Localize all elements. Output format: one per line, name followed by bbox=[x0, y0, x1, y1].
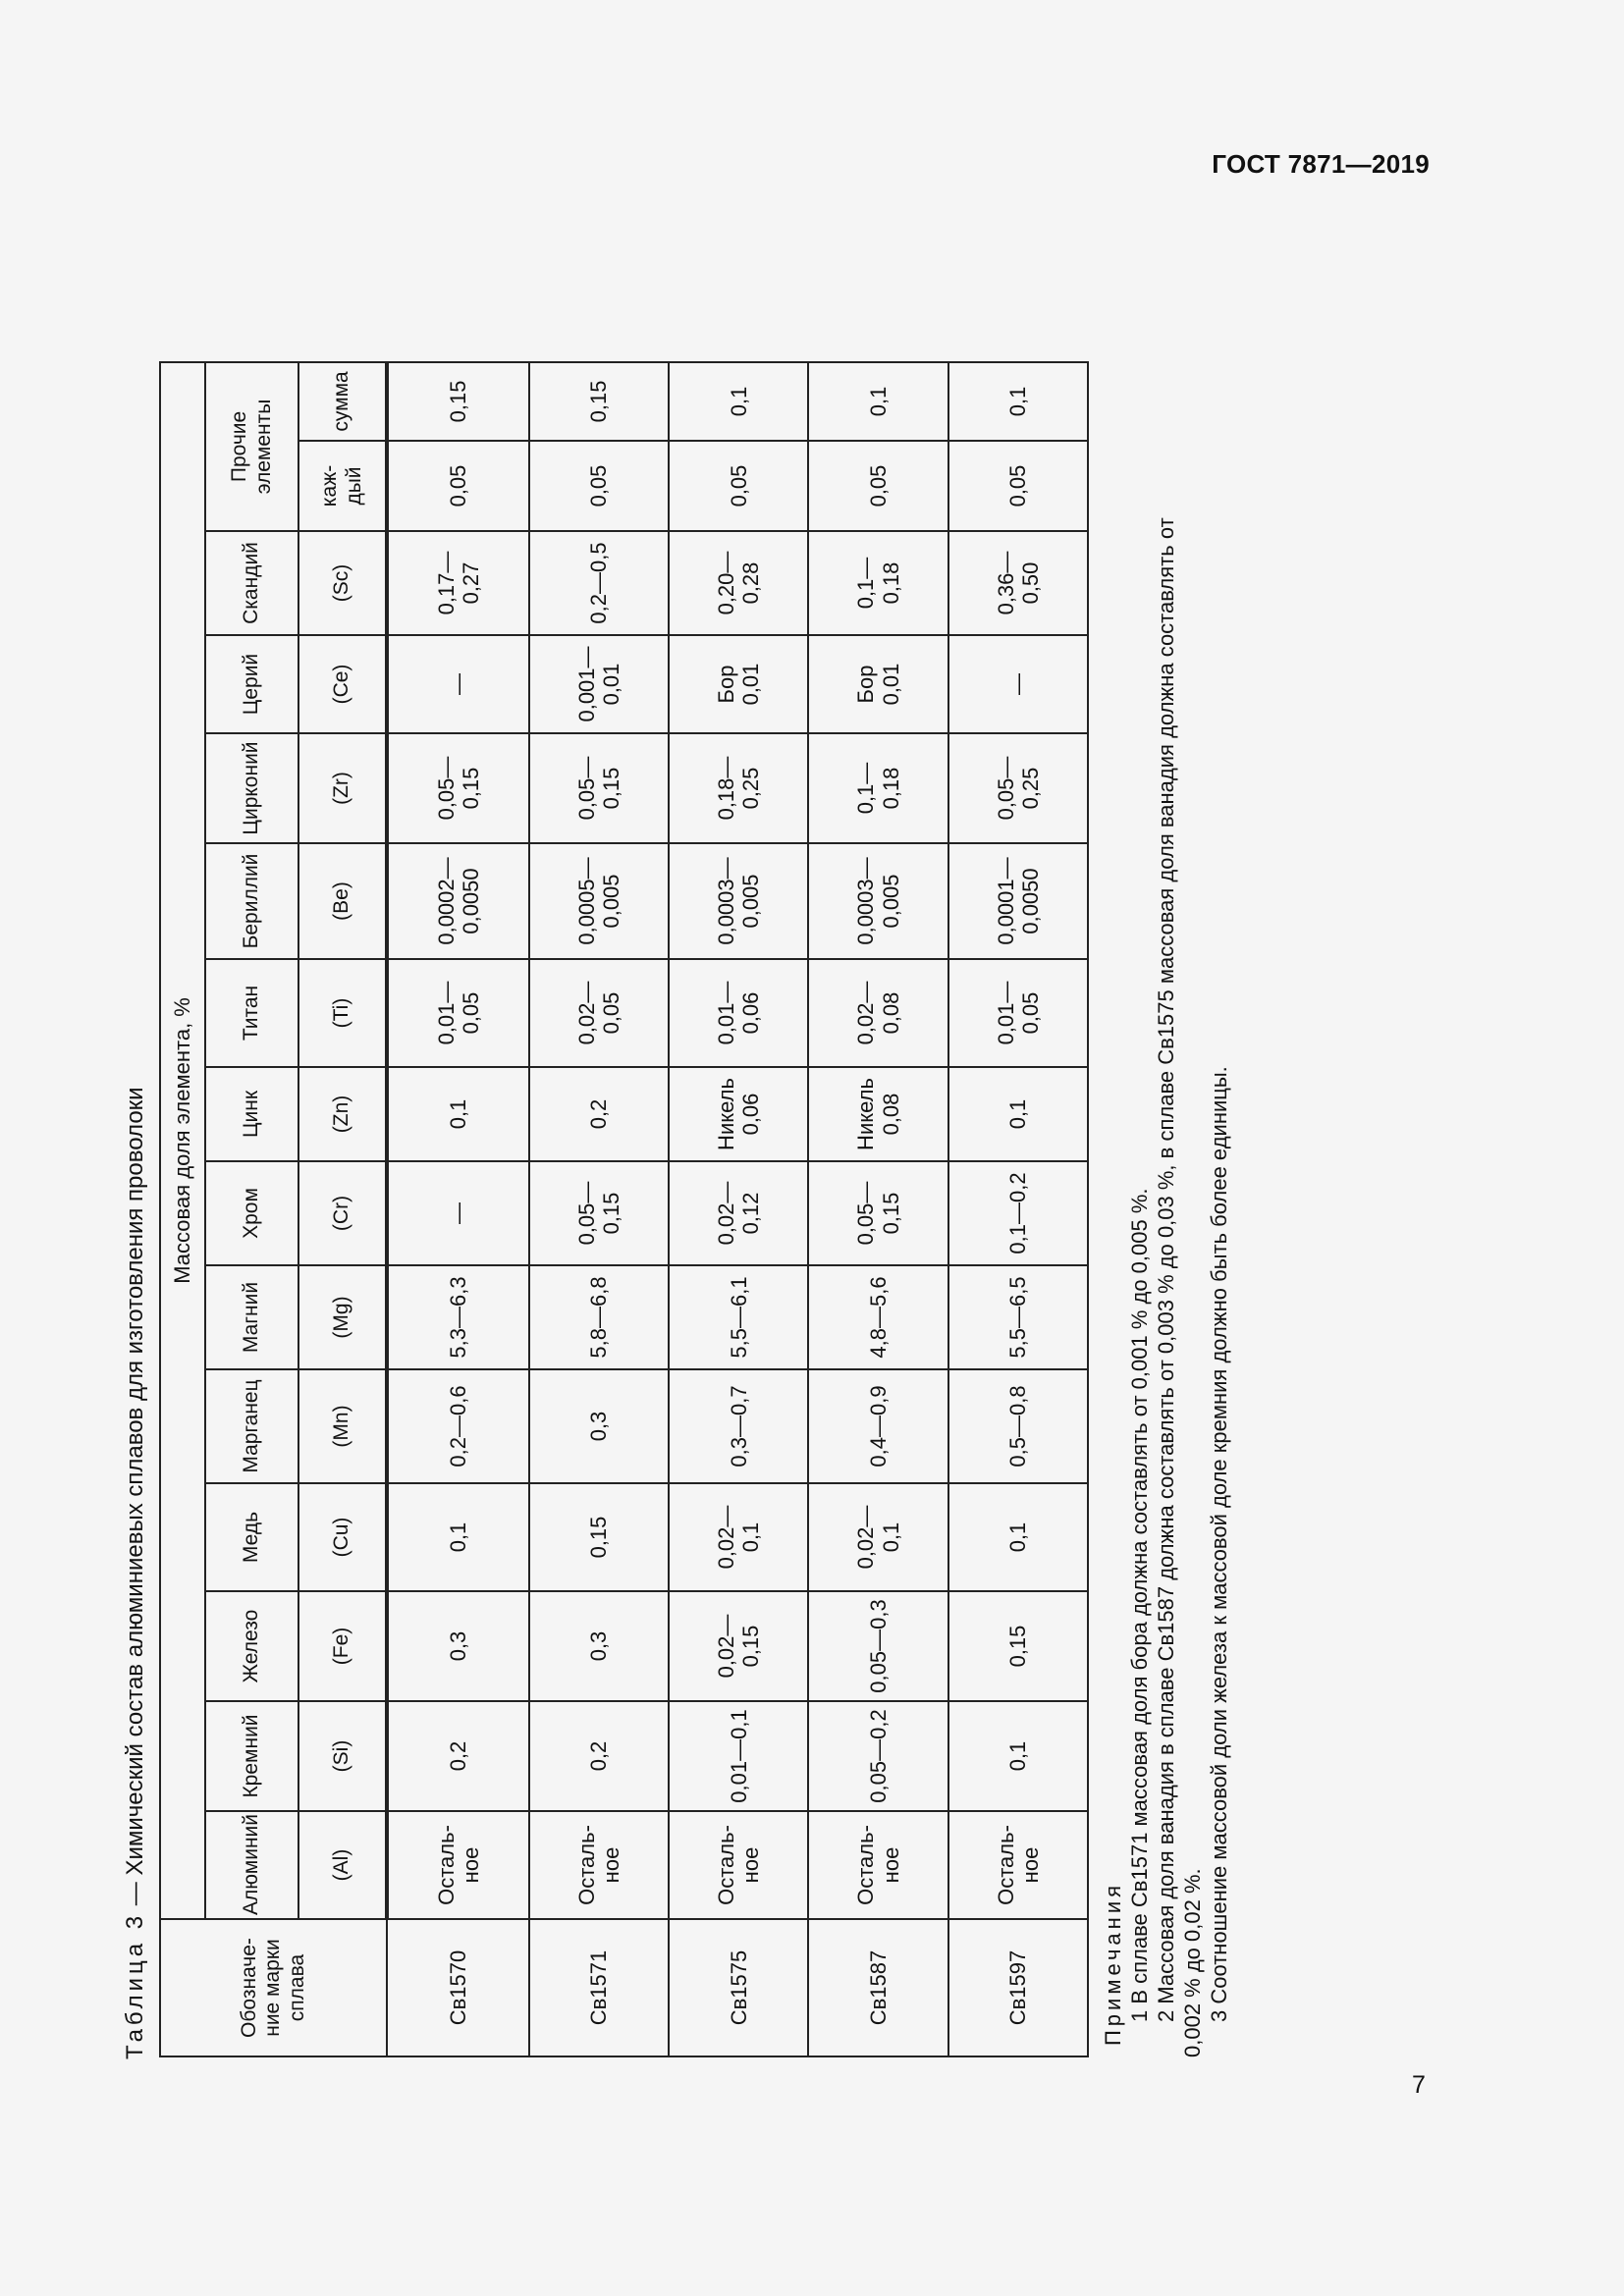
value-cell: 5,5—6,5 bbox=[948, 1265, 1088, 1369]
value-cell: 0,001— 0,01 bbox=[529, 635, 669, 733]
value-cell: 0,05 bbox=[808, 441, 947, 531]
value-cell: 0,15 bbox=[529, 362, 669, 441]
table-row bbox=[808, 362, 947, 2056]
table-row bbox=[387, 362, 529, 2056]
table-row bbox=[529, 362, 669, 2056]
value-cell: 0,0003— 0,005 bbox=[669, 843, 808, 959]
value-cell: 0,15 bbox=[387, 362, 529, 441]
value-cell: 0,05—0,3 bbox=[808, 1591, 947, 1701]
value-cell: 0,1 bbox=[669, 362, 808, 441]
value-cell: 0,3 bbox=[387, 1591, 529, 1701]
value-cell: 0,01— 0,06 bbox=[669, 959, 808, 1067]
table-caption bbox=[122, 1087, 149, 2059]
value-cell: 0,15 bbox=[948, 1591, 1088, 1701]
element-symbol-header: (Mg) bbox=[298, 1265, 387, 1369]
note-3: 3 Соотношение массовой доли железа к массовой доле кремния должно быть более единицы. bbox=[1207, 1066, 1231, 2022]
other-elements-header: Прочие элементы bbox=[205, 362, 298, 531]
alloy-grade-cell: Св1575 bbox=[669, 1919, 808, 2056]
value-cell: 0,05 bbox=[669, 441, 808, 531]
designation-header: Обозначе- ние марки сплава bbox=[160, 1919, 387, 2056]
value-cell: 0,3 bbox=[529, 1369, 669, 1483]
table-caption-text: — Химический состав алюминиевых сплавов для изготовления проволоки bbox=[122, 1087, 148, 1912]
element-symbol-header: (Si) bbox=[298, 1701, 387, 1811]
value-cell: 0,01— 0,05 bbox=[387, 959, 529, 1067]
value-cell: 0,3 bbox=[529, 1591, 669, 1701]
value-cell: 0,05— 0,15 bbox=[808, 1161, 947, 1265]
value-cell: 0,01—0,1 bbox=[669, 1701, 808, 1811]
alloy-grade-cell: Св1570 bbox=[387, 1919, 529, 2056]
value-cell: 0,05 bbox=[387, 441, 529, 531]
value-cell: 0,0003— 0,005 bbox=[808, 843, 947, 959]
other-each-header: каж- дый bbox=[298, 441, 387, 531]
notes-heading: Примечания bbox=[1101, 1881, 1125, 2046]
note-2-continuation: 0,002 % до 0,02 %. bbox=[1180, 1868, 1205, 2057]
element-name-header: Железо bbox=[205, 1591, 298, 1701]
value-cell: 0,0001— 0,0050 bbox=[948, 843, 1088, 959]
value-cell: Осталь- ное bbox=[669, 1811, 808, 1919]
value-cell: 0,2—0,6 bbox=[387, 1369, 529, 1483]
element-name-header: Хром bbox=[205, 1161, 298, 1265]
element-name-header: Бериллий bbox=[205, 843, 298, 959]
value-cell: 0,02— 0,1 bbox=[669, 1483, 808, 1591]
value-cell: 0,05—0,2 bbox=[808, 1701, 947, 1811]
value-cell: 0,2—0,5 bbox=[529, 531, 669, 635]
mass-fraction-header: Массовая доля элемента, % bbox=[160, 362, 205, 1919]
value-cell: 0,20— 0,28 bbox=[669, 531, 808, 635]
element-name-header: Титан bbox=[205, 959, 298, 1067]
element-symbol-header: (Cu) bbox=[298, 1483, 387, 1591]
element-symbol-header: (Fe) bbox=[298, 1591, 387, 1701]
value-cell: 0,3—0,7 bbox=[669, 1369, 808, 1483]
value-cell: 0,1— 0,18 bbox=[808, 733, 947, 843]
value-cell: 0,05— 0,15 bbox=[387, 733, 529, 843]
value-cell: — bbox=[948, 635, 1088, 733]
element-symbol-header: (Cr) bbox=[298, 1161, 387, 1265]
element-symbol-header: (Sc) bbox=[298, 531, 387, 635]
value-cell: 0,1 bbox=[808, 362, 947, 441]
value-cell: 0,5—0,8 bbox=[948, 1369, 1088, 1483]
page-number: 7 bbox=[1412, 2071, 1426, 2099]
element-symbol-header: (Zn) bbox=[298, 1067, 387, 1161]
rotated-table-sheet bbox=[108, 147, 1231, 2081]
value-cell: 0,0002— 0,0050 bbox=[387, 843, 529, 959]
alloy-grade-cell: Св1587 bbox=[808, 1919, 947, 2056]
value-cell: 0,1—0,2 bbox=[948, 1161, 1088, 1265]
value-cell: 0,1 bbox=[948, 1701, 1088, 1811]
value-cell: 5,5—6,1 bbox=[669, 1265, 808, 1369]
element-name-header: Магний bbox=[205, 1265, 298, 1369]
value-cell: 0,02— 0,15 bbox=[669, 1591, 808, 1701]
value-cell: 0,2 bbox=[529, 1701, 669, 1811]
value-cell: 0,0005— 0,005 bbox=[529, 843, 669, 959]
alloy-grade-cell: Св1597 bbox=[948, 1919, 1088, 2056]
alloy-composition-table bbox=[159, 361, 1089, 2057]
element-symbol-header: (Al) bbox=[298, 1811, 387, 1919]
value-cell: Осталь- ное bbox=[387, 1811, 529, 1919]
table-caption-label: Таблица 3 bbox=[122, 1911, 148, 2059]
value-cell: 0,1 bbox=[948, 1483, 1088, 1591]
note-2: 2 Массовая доля ванадия в сплаве Св1587 должна составлять от 0,003 % до 0,03 %, в сплаве Св1575 массовая доля ванадия должна составлять от bbox=[1154, 517, 1178, 2022]
element-name-header: Марганец bbox=[205, 1369, 298, 1483]
value-cell: Никель 0,06 bbox=[669, 1067, 808, 1161]
element-symbol-header: (Zr) bbox=[298, 733, 387, 843]
value-cell: 0,02— 0,12 bbox=[669, 1161, 808, 1265]
value-cell: Бор 0,01 bbox=[808, 635, 947, 733]
alloy-grade-cell: Св1571 bbox=[529, 1919, 669, 2056]
value-cell: 0,05— 0,25 bbox=[948, 733, 1088, 843]
value-cell: 0,01— 0,05 bbox=[948, 959, 1088, 1067]
value-cell: 0,4—0,9 bbox=[808, 1369, 947, 1483]
value-cell: Осталь- ное bbox=[948, 1811, 1088, 1919]
value-cell: 0,02— 0,1 bbox=[808, 1483, 947, 1591]
value-cell: Никель 0,08 bbox=[808, 1067, 947, 1161]
element-symbol-header: (Mn) bbox=[298, 1369, 387, 1483]
value-cell: 0,05 bbox=[948, 441, 1088, 531]
value-cell: 0,2 bbox=[529, 1067, 669, 1161]
value-cell: 0,02— 0,05 bbox=[529, 959, 669, 1067]
value-cell: 0,1 bbox=[948, 1067, 1088, 1161]
element-name-header: Церий bbox=[205, 635, 298, 733]
value-cell: 0,18— 0,25 bbox=[669, 733, 808, 843]
element-name-header: Алюминий bbox=[205, 1811, 298, 1919]
element-name-header: Скандий bbox=[205, 531, 298, 635]
other-sum-header: сумма bbox=[298, 362, 387, 441]
value-cell: — bbox=[387, 635, 529, 733]
value-cell: Осталь- ное bbox=[808, 1811, 947, 1919]
value-cell: 5,3—6,3 bbox=[387, 1265, 529, 1369]
element-symbol-header: (Be) bbox=[298, 843, 387, 959]
value-cell: 0,17— 0,27 bbox=[387, 531, 529, 635]
table-row bbox=[948, 362, 1088, 2056]
value-cell: 0,05— 0,15 bbox=[529, 733, 669, 843]
standard-code: ГОСТ 7871—2019 bbox=[1212, 149, 1430, 179]
value-cell: 0,05 bbox=[529, 441, 669, 531]
value-cell: 0,36— 0,50 bbox=[948, 531, 1088, 635]
element-name-header: Цинк bbox=[205, 1067, 298, 1161]
element-symbol-header: (Ti) bbox=[298, 959, 387, 1067]
value-cell: 0,1 bbox=[387, 1483, 529, 1591]
value-cell: 0,1 bbox=[387, 1067, 529, 1161]
value-cell: — bbox=[387, 1161, 529, 1265]
value-cell: 0,02— 0,08 bbox=[808, 959, 947, 1067]
element-name-header: Медь bbox=[205, 1483, 298, 1591]
value-cell: Осталь- ное bbox=[529, 1811, 669, 1919]
table-row bbox=[669, 362, 808, 2056]
element-name-header: Кремний bbox=[205, 1701, 298, 1811]
table-notes bbox=[1100, 487, 1232, 2057]
value-cell: Бор 0,01 bbox=[669, 635, 808, 733]
value-cell: 5,8—6,8 bbox=[529, 1265, 669, 1369]
value-cell: 0,1— 0,18 bbox=[808, 531, 947, 635]
value-cell: 0,2 bbox=[387, 1701, 529, 1811]
value-cell: 0,15 bbox=[529, 1483, 669, 1591]
value-cell: 0,1 bbox=[948, 362, 1088, 441]
note-1: 1 В сплаве Св1571 массовая доля бора должна составлять от 0,001 % до 0,005 %. bbox=[1127, 1188, 1152, 2022]
element-name-header: Цирконий bbox=[205, 733, 298, 843]
value-cell: 4,8—5,6 bbox=[808, 1265, 947, 1369]
value-cell: 0,05— 0,15 bbox=[529, 1161, 669, 1265]
element-symbol-header: (Ce) bbox=[298, 635, 387, 733]
